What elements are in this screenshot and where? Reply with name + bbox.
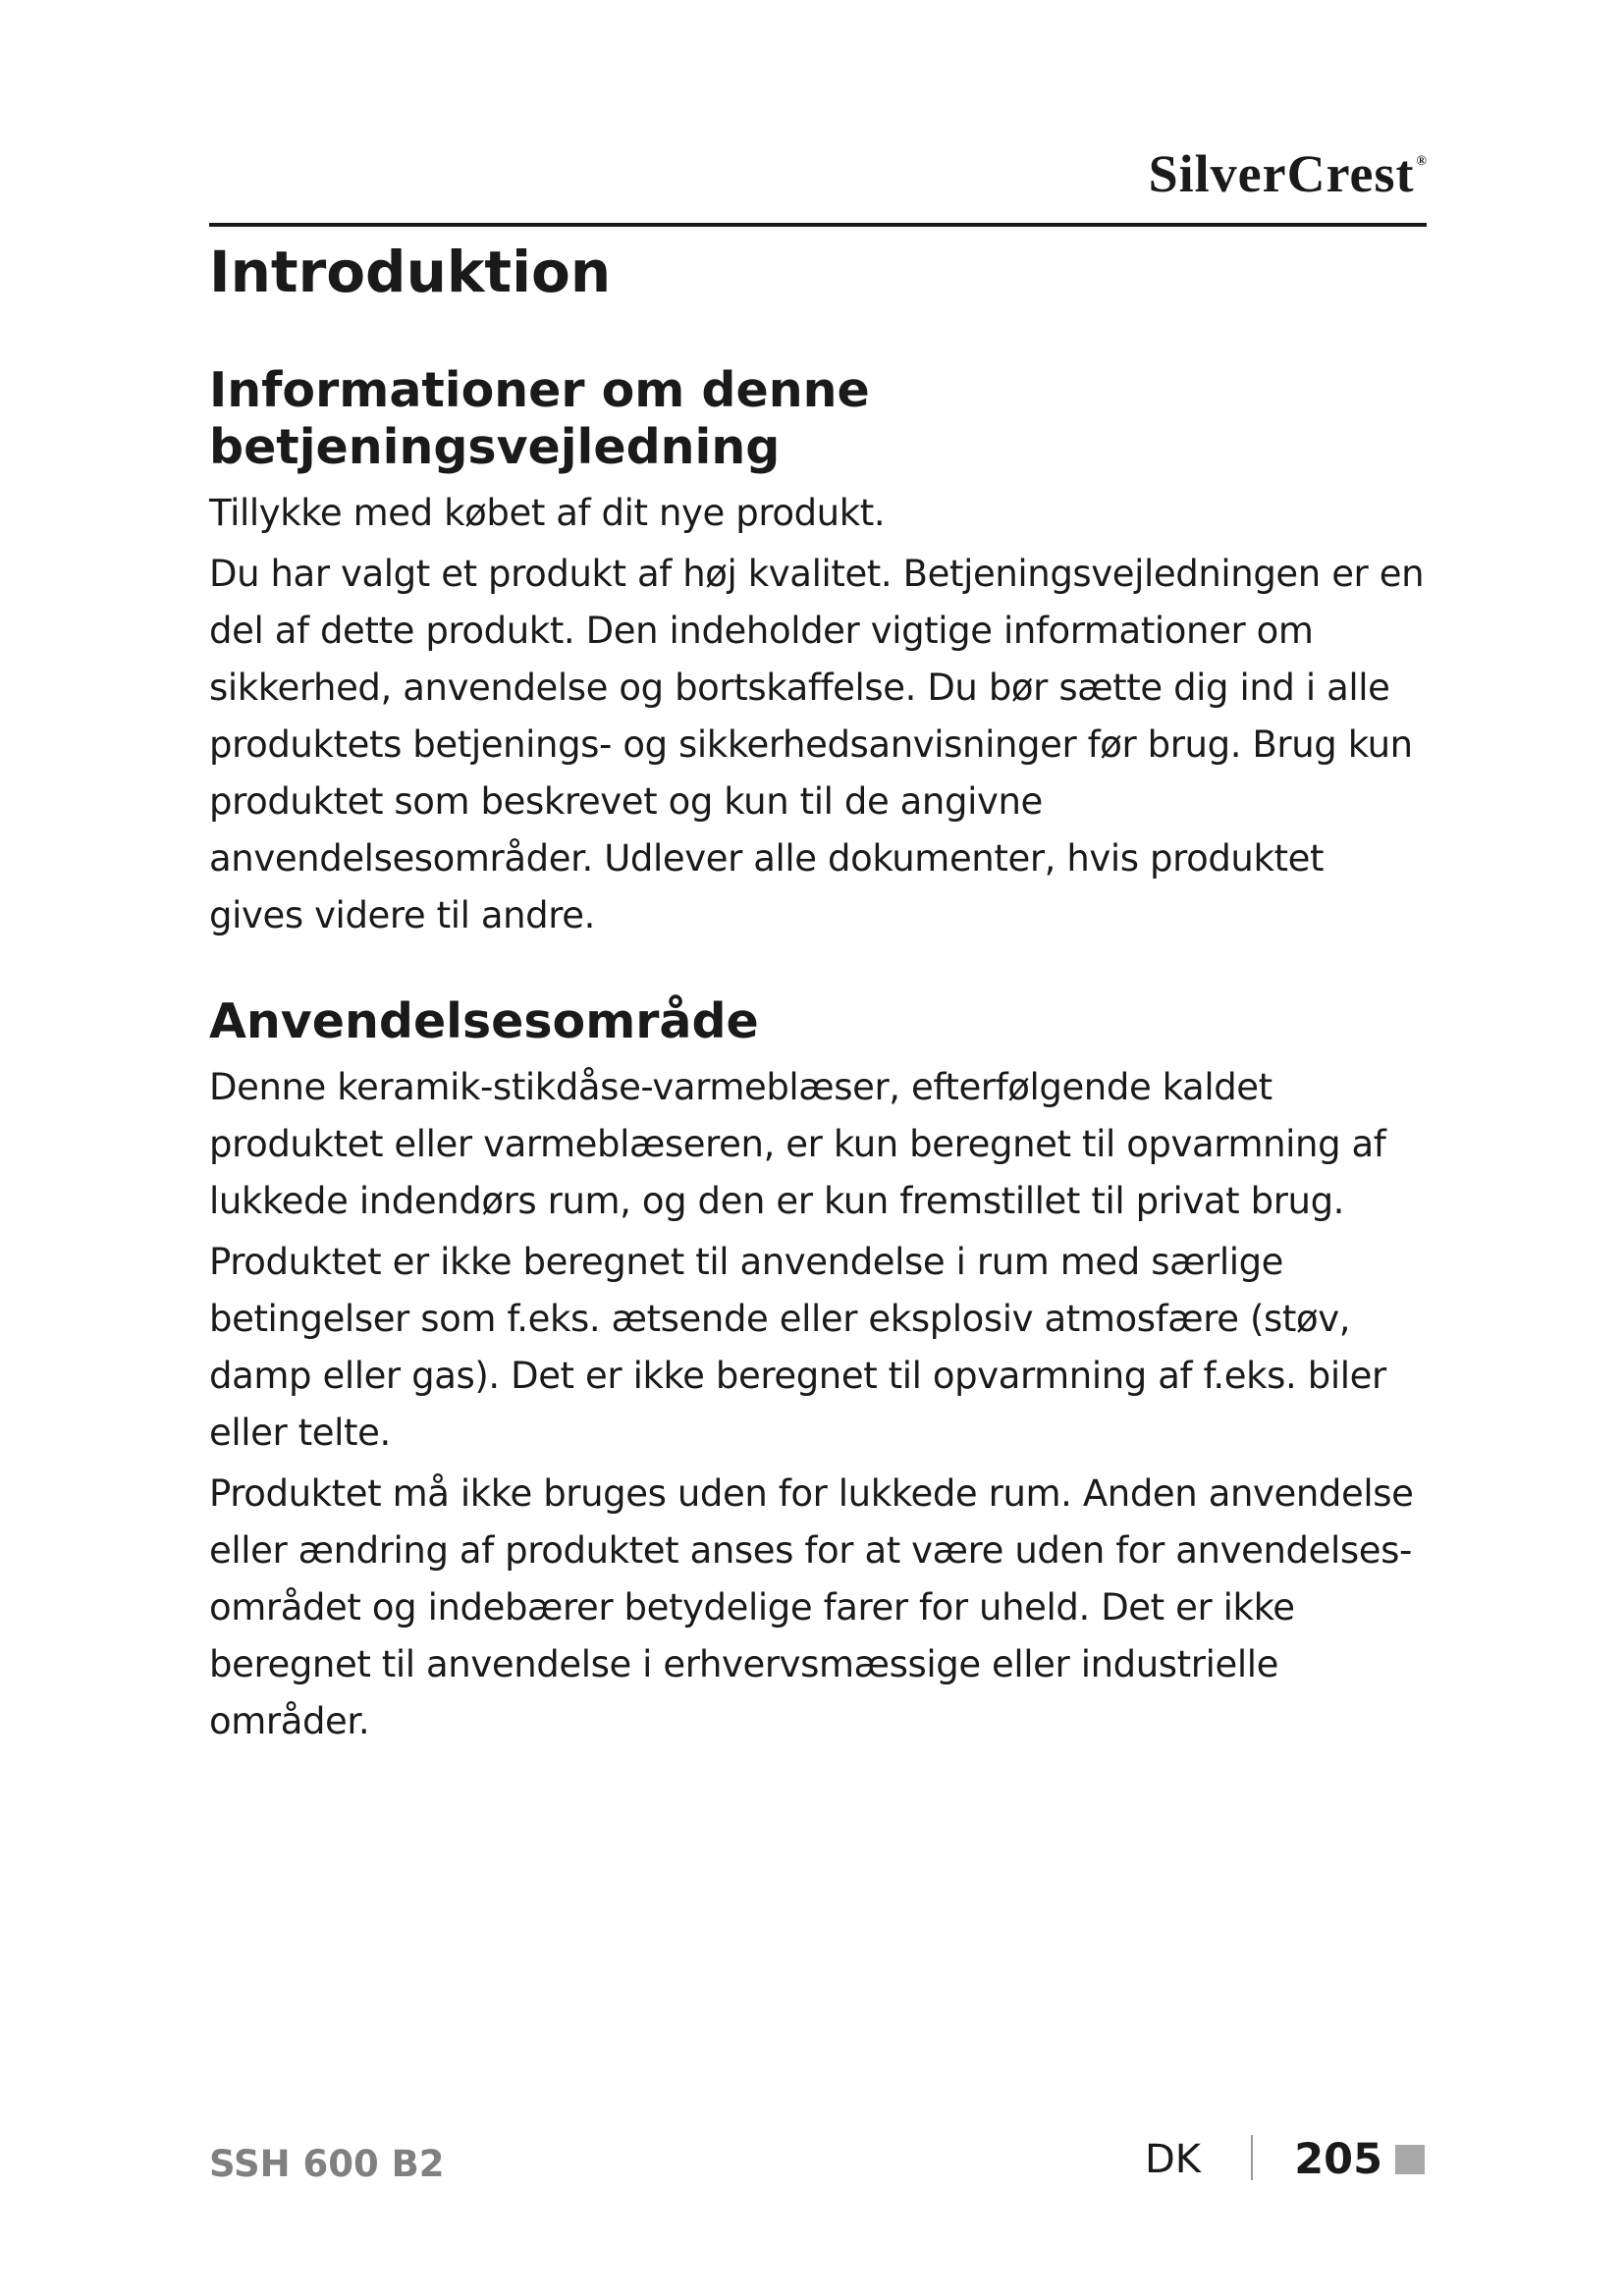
page-title: Introduktion xyxy=(209,239,612,305)
header-rule xyxy=(209,223,1427,227)
page-number: 205 xyxy=(1294,2135,1382,2184)
language-code: DK xyxy=(1144,2137,1201,2182)
model-number: SSH 600 B2 xyxy=(209,2143,445,2185)
section-info-paragraph-2: Du har valgt et produkt af høj kvalitet. Betjeningsvejledningen er en del af dette produkt. Den indeholder vigtige informationer om sikkerhed, anvendelse og bortskaffelse. Du bør sætte dig ind i alle produktets betjenings- og sikkerhedsanvisninger før brug. Brug kun produktet som beskrevet og kun til de angivne anvendelsesområder. Udlever alle dokumenter, hvis produktet gives videre til andre. xyxy=(209,553,1425,937)
section-info-paragraph-1: Tillykke med købet af dit nye produkt. xyxy=(209,492,886,535)
brand-name: SilverCrest xyxy=(1148,144,1415,203)
registered-mark: ® xyxy=(1416,154,1428,169)
section-heading-info: Informationer om denne betjeningsvejledning xyxy=(209,361,870,476)
section-usage-paragraph-2: Produktet er ikke beregnet til anvendelse i rum med særlige betingelser som f.eks. ætsende eller eksplosiv atmosfære (støv, damp eller gas). Det er ikke beregnet til opvarmning af f.eks. biler eller telte. xyxy=(209,1240,1386,1454)
section-heading-usage: Anvendelsesområde xyxy=(209,993,759,1050)
section-usage-paragraph-1: Denne keramik-stikdåse-varmeblæser, efterfølgende kaldet produktet eller varmeblæseren, er kun beregnet til opvarmning af lukkede indendørs rum, og den er kun fremstillet til privat brug. xyxy=(209,1065,1386,1222)
page-content xyxy=(209,239,1427,1754)
footer-divider xyxy=(1251,2135,1253,2180)
brand-logo xyxy=(1148,144,1428,203)
page-marker-square-icon xyxy=(1395,2145,1425,2174)
page-footer xyxy=(209,2135,1427,2184)
section-usage-paragraph-3: Produktet må ikke bruges uden for lukkede rum. Anden anvendelse eller ændring af produktet anses for at være uden for anvendelsesområdet og indebærer betydelige farer for uheld. Det er ikke beregnet til anvendelse i erhvervsmæssige eller industrielle områder. xyxy=(209,1471,1414,1742)
